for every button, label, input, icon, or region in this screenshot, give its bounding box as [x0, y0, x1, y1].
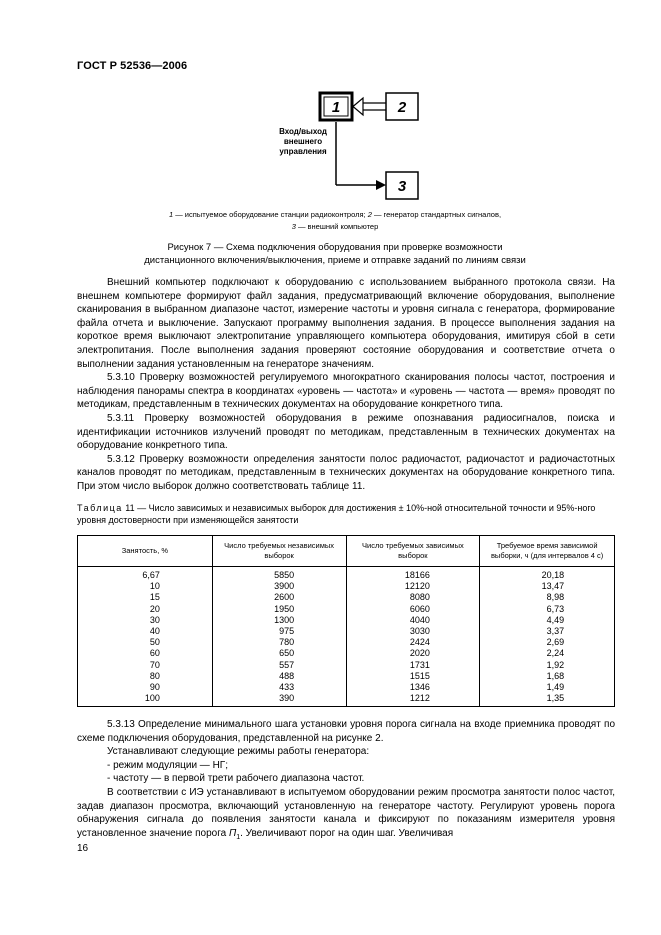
table-cell: 5850: [212, 567, 346, 582]
table-cell: 12120: [346, 581, 480, 592]
table-cell: 60: [78, 648, 213, 659]
paragraph-procedure: В соответствии с ИЭ устанавливают в испытуемом оборудовании режим просмотра занятости полос частот, задав диапазон просмотра, включающий установленную на генераторе частоту. Регулируют уровень порога обнаружения сигнала до появления занятости канала и фиксируют по показаниям измерителя уровня установленное значение порога $П_1$. Увеличивают порог на один шаг. Увеличивая: [77, 786, 615, 841]
paragraph-5-3-12: 5.3.12 Проверку возможности определения занятости полос радиочастот, радиочастот и радиочастотных каналов проводят по методикам, представленным в технических документах на оборудование конкретного типа. При этом число выборок должно соответствовать таблице 11.: [77, 453, 615, 492]
paragraph-5-3-10: 5.3.10 Проверку возможностей регулируемого многократного сканирования полосы частот, построения и наблюдения панорамы спектра в координатах «уровень — частота» и «уровень — частота — время» проводят по методикам, представленным в технических документах на оборудование конкретного типа.: [77, 372, 615, 411]
col-header-independent: Число требуемых независимых выборок: [212, 536, 346, 567]
col-header-time: Требуемое время зависимой выборки, ч (для интервалов 4 с): [480, 536, 615, 567]
table-cell: 10: [78, 581, 213, 592]
paragraph-5-3-11: 5.3.11 Проверку возможностей оборудования в режиме опознавания радиосигналов, поиска и идентификации источников излучений проводят по методикам, представленным в технических документах на оборудование конкретного типа.: [77, 412, 615, 452]
page-number: 16: [77, 843, 89, 854]
control-io-label: Вход/выход внешнего управления: [279, 127, 327, 156]
table-cell: 3900: [212, 581, 346, 592]
table-row: [78, 592, 615, 603]
table-cell: 2,24: [480, 648, 615, 659]
table-cell: 8080: [346, 592, 480, 603]
table-cell: 1,68: [480, 671, 615, 682]
table-cell: 4,49: [480, 615, 615, 626]
table-cell: 20: [78, 604, 213, 615]
table-cell: 100: [78, 693, 213, 707]
table-cell: 30: [78, 615, 213, 626]
table-row: [78, 581, 615, 592]
body-text-bottom: [77, 718, 615, 844]
table-cell: 8,98: [480, 592, 615, 603]
table-cell: 50: [78, 637, 213, 648]
table-cell: 18166: [346, 567, 480, 582]
table-row: [78, 637, 615, 648]
table-cell: 1346: [346, 682, 480, 693]
col-header-occupancy: Занятость, %: [78, 536, 213, 567]
table-cell: 1212: [346, 693, 480, 707]
paragraph-modes: Устанавливают следующие режимы работы генератора:: [107, 746, 370, 758]
box-3-label: 3: [397, 178, 407, 195]
table-cell: 2600: [212, 592, 346, 603]
body-text-top: [77, 276, 615, 494]
figure-legend: 1 — испытуемое оборудование станции радиоконтроля; 2 — генератор стандартных сигналов, 3 — внешний компьютер: [168, 210, 502, 231]
table-cell: 2424: [346, 637, 480, 648]
connection-diagram: [0, 0, 661, 240]
table-cell: 390: [212, 693, 346, 707]
table-cell: 6060: [346, 604, 480, 615]
col-header-dependent: Число требуемых зависимых выборок: [346, 536, 480, 567]
table-cell: 3,37: [480, 626, 615, 637]
table-cell: 70: [78, 660, 213, 671]
table-cell: 2,69: [480, 637, 615, 648]
table-row: [78, 604, 615, 615]
table-cell: 557: [212, 660, 346, 671]
table-row: [78, 648, 615, 659]
table-row: [78, 567, 615, 582]
table-cell: 1300: [212, 615, 346, 626]
table-cell: 90: [78, 682, 213, 693]
table-cell: 975: [212, 626, 346, 637]
table-row: [78, 693, 615, 707]
table-cell: 1,49: [480, 682, 615, 693]
table-title: Таблица 11 — Число зависимых и независимых выборок для достижения ± 10%-ной относительной точности и 95%-ного уровня достоверности при изменяющейся занятости: [77, 503, 596, 525]
table-cell: 1950: [212, 604, 346, 615]
table-11: [77, 535, 615, 707]
table-cell: 15: [78, 592, 213, 603]
table-cell: 780: [212, 637, 346, 648]
table-cell: 488: [212, 671, 346, 682]
box-1-label: 1: [331, 99, 341, 116]
table-cell: 650: [212, 648, 346, 659]
table-row: [78, 660, 615, 671]
table-cell: 13,47: [480, 581, 615, 592]
list-item: - частоту — в первой трети рабочего диапазона частот.: [107, 773, 365, 785]
document-header: ГОСТ Р 52536—2006: [77, 60, 188, 72]
table-cell: 1731: [346, 660, 480, 671]
table-cell: 4040: [346, 615, 480, 626]
table-cell: 2020: [346, 648, 480, 659]
table-row: [78, 626, 615, 637]
table-cell: 1,92: [480, 660, 615, 671]
table-row: [78, 615, 615, 626]
paragraph-5-3-13: 5.3.13 Определение минимального шага установки уровня порога сигнала на входе приемника проводят по схеме подключения оборудования, представленной на рисунке 2.: [77, 719, 615, 744]
table-cell: 433: [212, 682, 346, 693]
table-cell: 40: [78, 626, 213, 637]
table-row: [78, 671, 615, 682]
table-cell: 80: [78, 671, 213, 682]
table-cell: 1515: [346, 671, 480, 682]
table-cell: 6,67: [78, 567, 213, 582]
table-row: [78, 682, 615, 693]
table-cell: 20,18: [480, 567, 615, 582]
paragraph: Внешний компьютер подключают к оборудованию с использованием выбранного протокола связи. На внешнем компьютере формируют файл задания, предусматривающий включение оборудования, выполнение сканирования в выбранном диапазоне частот, измерение частоты и уровня сигнала с генератора, формирование файла отчета и выключение. Запускают программу выполнения задания. В процессе выполнения задания на короткое время выключают электропитание управляющего компьютера оборудования, имитируя сбой в сети электропитания. После выполнения задания проверяют состояние оборудования и соответствие отчета о выполнении задания установленным на генераторе значениям.: [77, 277, 615, 370]
table-cell: 6,73: [480, 604, 615, 615]
box-2-label: 2: [397, 99, 407, 116]
table-cell: 3030: [346, 626, 480, 637]
figure-caption: Рисунок 7 — Схема подключения оборудования при проверке возможности дистанционного включения/выключения, приеме и отправке заданий по линиям связи: [144, 242, 526, 266]
list-item: - режим модуляции — НГ;: [107, 759, 229, 771]
table-cell: 1,35: [480, 693, 615, 707]
